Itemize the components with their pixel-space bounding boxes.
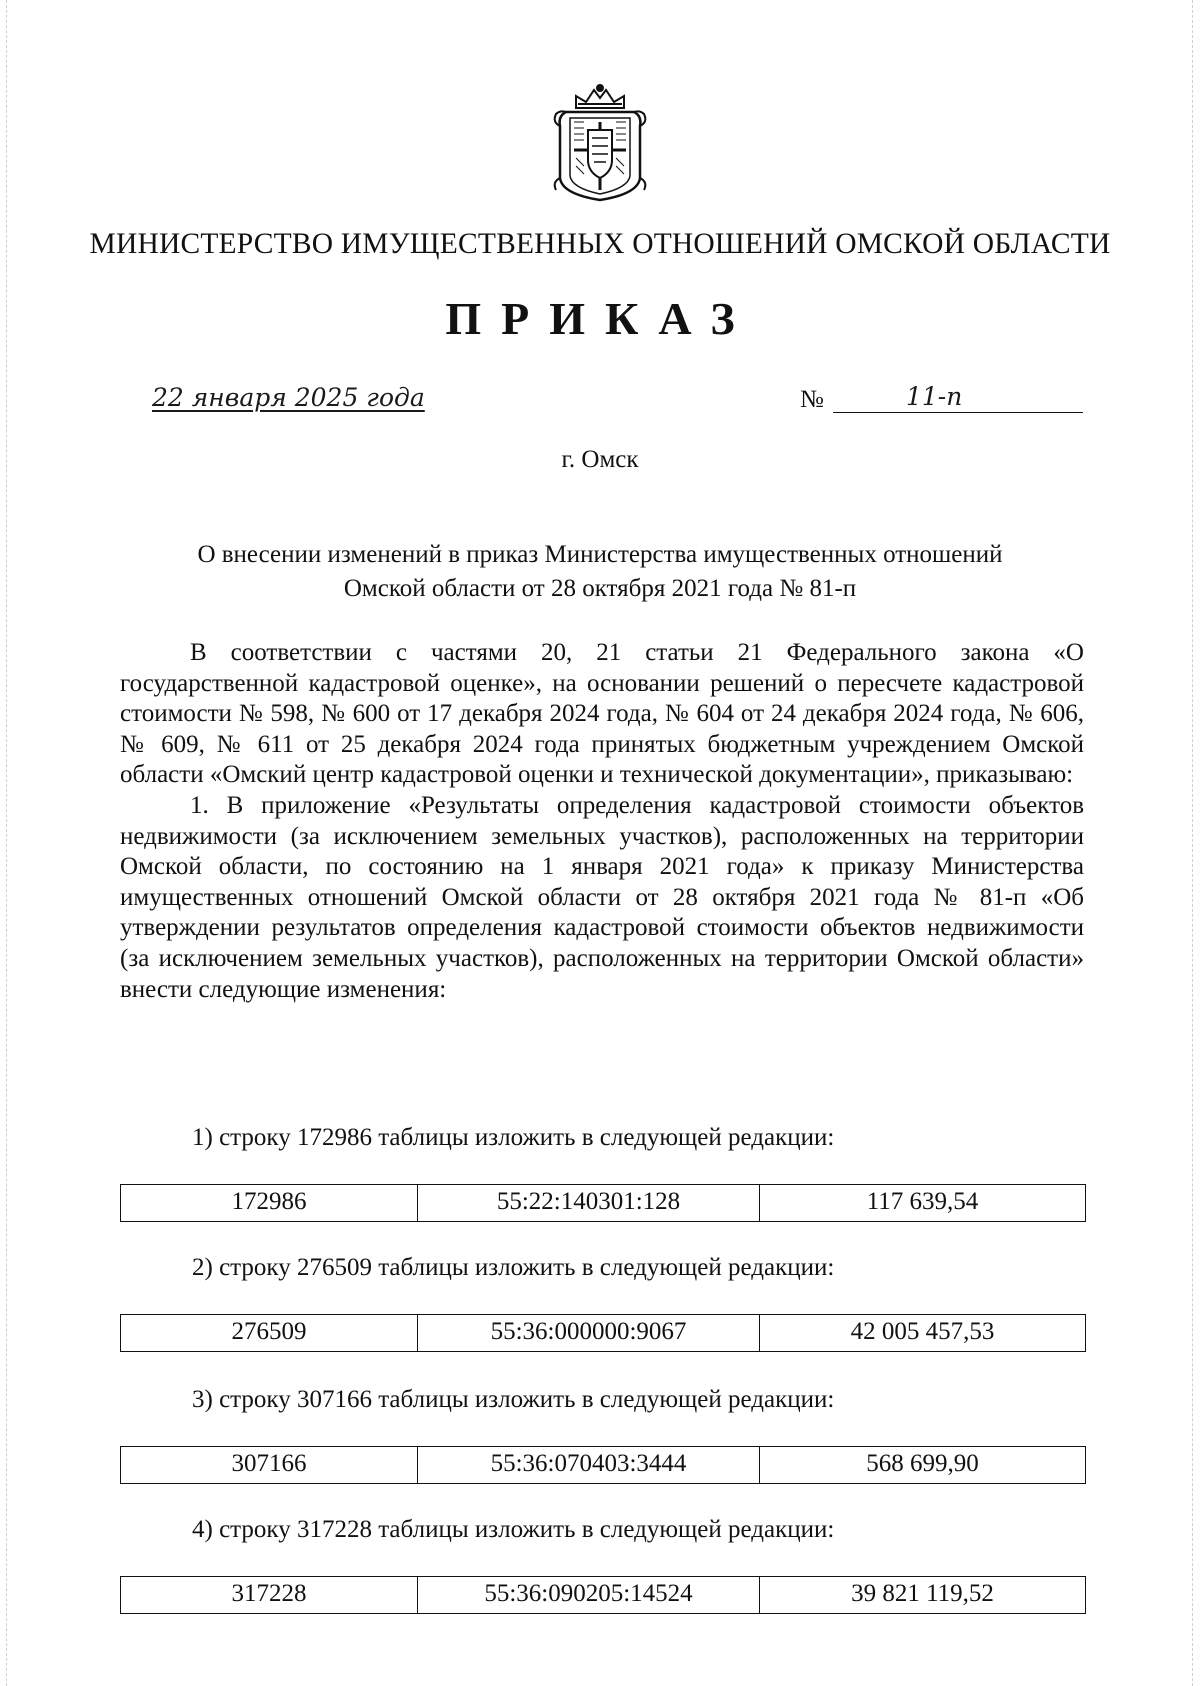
row-number-cell: 317228 bbox=[121, 1577, 418, 1613]
coat-of-arms-icon bbox=[548, 82, 652, 204]
cadastral-number-cell: 55:36:000000:9067 bbox=[418, 1315, 760, 1351]
row-number-cell: 172986 bbox=[121, 1185, 418, 1221]
ministry-name: МИНИСТЕРСТВО ИМУЩЕСТВЕННЫХ ОТНОШЕНИЙ ОМСКОЙ ОБЛАСТИ bbox=[89, 228, 1111, 260]
amendment-3-label: 3) строку 307166 таблицы изложить в следующей редакции: bbox=[192, 1386, 835, 1413]
cadastral-value-cell: 42 005 457,53 bbox=[850, 1318, 995, 1345]
body-paragraph-1: В соответствии с частями 20, 21 статьи 21 Федерального закона «О государственной кадастровой оценке», на основании решений о пересчете кадастровой стоимости № 598, № 600 от 17 декабря 2024 года, № 604 от 24 декабря 2024 года, № 606, № 609, № 611 от 25 декабря 2024 года принятых бюджетным учреждением Омской области «Омский центр кадастровой оценки и технической документации», приказываю: bbox=[120, 639, 1084, 789]
row-number-cell: 276509 bbox=[121, 1315, 418, 1351]
order-number-underline bbox=[833, 412, 1083, 413]
amendment-1-label: 1) строку 172986 таблицы изложить в следующей редакции: bbox=[192, 1124, 835, 1151]
order-date: 22 января 2025 года bbox=[152, 383, 425, 412]
cadastral-number-cell: 55:22:140301:128 bbox=[418, 1185, 760, 1221]
document-title: ПРИКАЗ bbox=[445, 293, 755, 344]
subject-line-2: Омской области от 28 октября 2021 года № 81-п bbox=[343, 575, 857, 602]
amendment-4-table-row bbox=[120, 1576, 1086, 1614]
cadastral-number-cell: 55:36:090205:14524 bbox=[418, 1577, 760, 1613]
order-number: 11-п bbox=[906, 382, 963, 411]
order-subject bbox=[120, 538, 1080, 606]
cadastral-number-cell: 55:36:070403:3444 bbox=[418, 1447, 760, 1483]
order-body bbox=[120, 638, 1084, 1005]
subject-line-1: О внесении изменений в приказ Министерства имущественных отношений bbox=[197, 541, 1003, 568]
city: г. Омск bbox=[561, 446, 639, 473]
row-number-cell: 307166 bbox=[121, 1447, 418, 1483]
amendment-2-label: 2) строку 276509 таблицы изложить в следующей редакции: bbox=[192, 1254, 835, 1281]
amendment-3-table-row bbox=[120, 1446, 1086, 1484]
body-paragraph-2: 1. В приложение «Результаты определения кадастровой стоимости объектов недвижимости (за исключением земельных участков), расположенных на территории Омской области, по состоянию на 1 января 2021 года» к приказу Министерства имущественных отношений Омской области от 28 октября 2021 года № 81-п «Об утверждении результатов определения кадастровой стоимости объектов недвижимости (за исключением земельных участков), расположенных на территории Омской области» внести следующие изменения: bbox=[120, 791, 1084, 1003]
amendment-4-label: 4) строку 317228 таблицы изложить в следующей редакции: bbox=[192, 1516, 835, 1543]
cadastral-value-cell: 568 699,90 bbox=[866, 1450, 979, 1477]
order-number-label: № bbox=[800, 386, 824, 413]
cadastral-value-cell: 39 821 119,52 bbox=[851, 1580, 994, 1607]
cadastral-value-cell: 117 639,54 bbox=[866, 1188, 979, 1215]
amendment-2-table-row bbox=[120, 1314, 1086, 1352]
amendment-1-table-row bbox=[120, 1184, 1086, 1222]
